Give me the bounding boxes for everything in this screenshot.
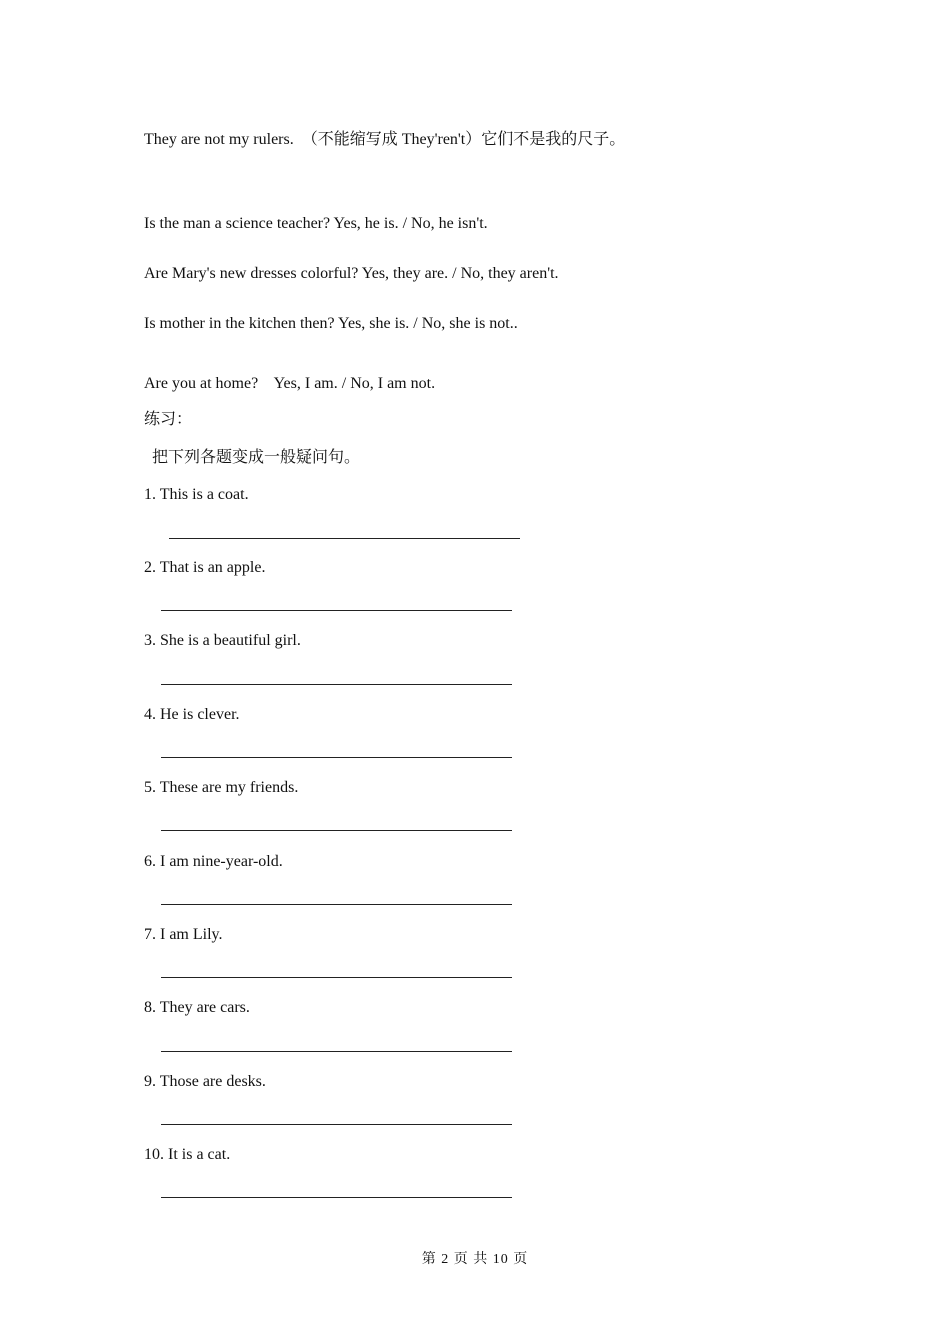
exercise-item-1: 1. This is a coat. — [144, 486, 249, 503]
exercise-item-7: 7. I am Lily. — [144, 926, 223, 943]
example-question-1: Is the man a science teacher? Yes, he is. / No, he isn't. — [144, 215, 488, 232]
answer-blank-3[interactable] — [161, 684, 512, 685]
exercise-item-4: 4. He is clever. — [144, 706, 240, 723]
exercise-item-10: 10. It is a cat. — [144, 1146, 231, 1163]
example-question-4: Are you at home? Yes, I am. / No, I am not. — [144, 375, 436, 392]
exercise-item-8: 8. They are cars. — [144, 999, 250, 1016]
answer-blank-4[interactable] — [161, 757, 512, 758]
answer-blank-8[interactable] — [161, 1051, 512, 1052]
example-question-3: Is mother in the kitchen then? Yes, she is. / No, she is not.. — [144, 315, 518, 332]
exercise-instruction: 把下列各题变成一般疑问句。 — [152, 449, 361, 466]
answer-blank-1[interactable] — [169, 538, 520, 539]
exercise-item-2: 2. That is an apple. — [144, 559, 266, 576]
example-negative: They are not my rulers. （不能缩写成 They'ren't）它们不是我的尺子。 — [144, 131, 626, 148]
answer-blank-10[interactable] — [161, 1197, 512, 1198]
example-question-2: Are Mary's new dresses colorful? Yes, they are. / No, they aren't. — [144, 265, 559, 282]
exercise-item-9: 9. Those are desks. — [144, 1073, 266, 1090]
exercise-item-5: 5. These are my friends. — [144, 779, 299, 796]
exercise-heading: 练习： — [144, 411, 193, 428]
exercise-item-6: 6. I am nine-year-old. — [144, 853, 283, 870]
answer-blank-9[interactable] — [161, 1124, 512, 1125]
exercise-item-3: 3. She is a beautiful girl. — [144, 632, 301, 649]
page-number-footer: 第 2 页 共 10 页 — [421, 1252, 529, 1267]
answer-blank-6[interactable] — [161, 904, 512, 905]
answer-blank-7[interactable] — [161, 977, 512, 978]
answer-blank-5[interactable] — [161, 830, 512, 831]
answer-blank-2[interactable] — [161, 610, 512, 611]
